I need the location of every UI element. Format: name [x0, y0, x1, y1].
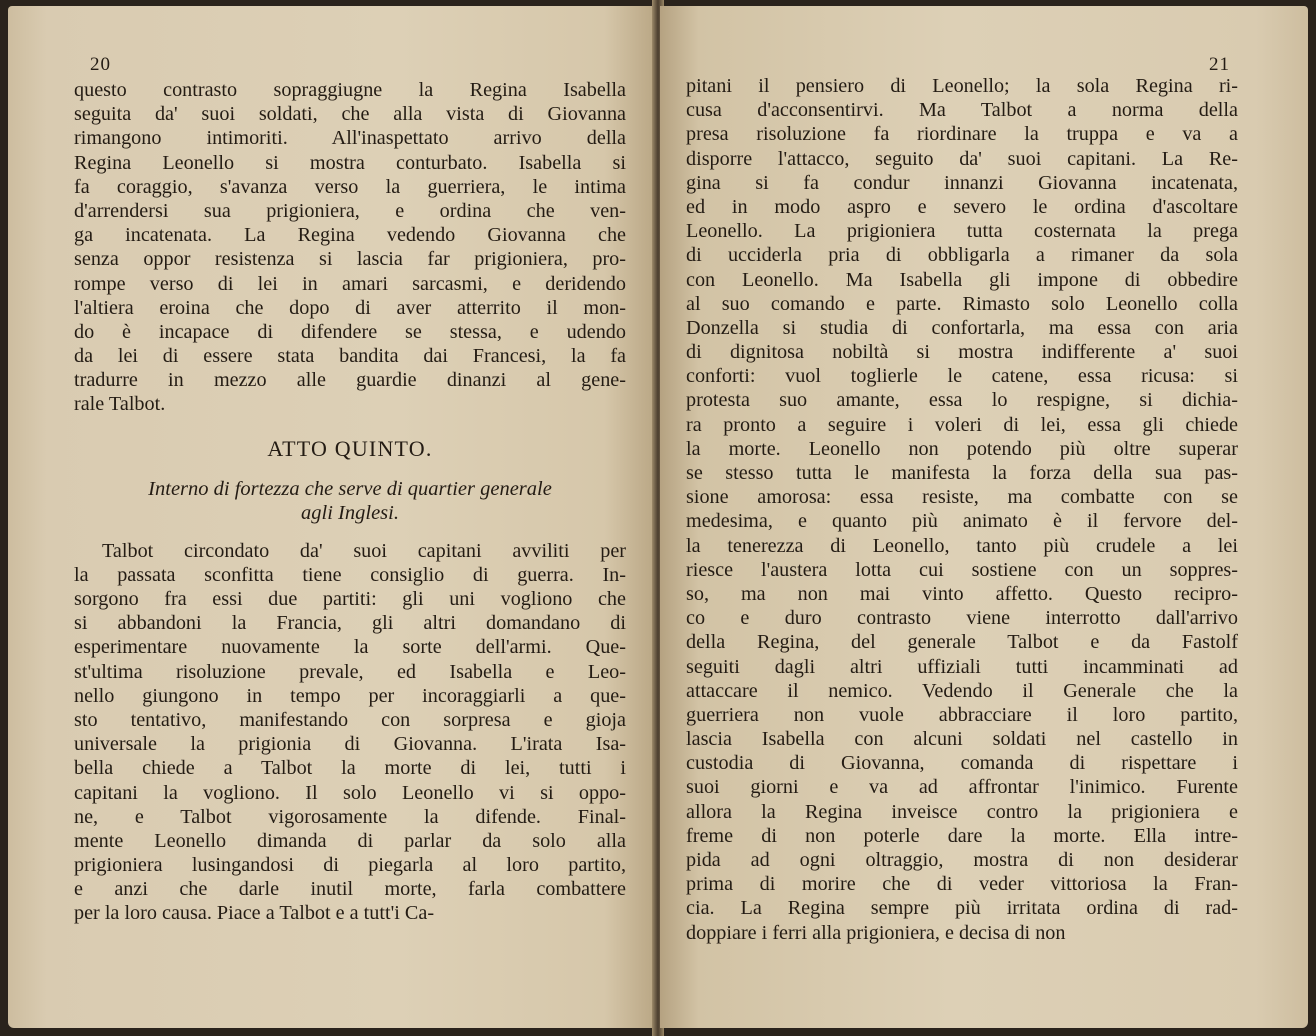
text-line: disporre l'attacco, seguito da' suoi capitani. La Re- [686, 147, 1238, 170]
text-line: rompe verso di lei in amari sarcasmi, e deridendo [74, 272, 626, 295]
text-line: d'arrendersi sua prigioniera, e ordina che ven- [74, 199, 626, 222]
text-line: do è incapace di difendere se stessa, e udendo [74, 320, 626, 343]
page-number-right: 21 [1209, 54, 1230, 75]
text-line: con Leonello. Ma Isabella gli impone di obbedire [686, 268, 1238, 291]
text-line: tradurre in mezzo alle guardie dinanzi al gene- [74, 369, 626, 392]
text-line: allora la Regina inveisce contro la prigioniera e [686, 800, 1238, 823]
text-line: bella chiede a Talbot la morte di lei, tutti i [74, 757, 626, 780]
text-line: Regina Leonello si mostra conturbato. Isabella si [74, 151, 626, 174]
text-line: protesta suo amante, essa lo respigne, si dichia- [686, 389, 1238, 412]
text-line: mente Leonello dimanda di parlar da solo alla [74, 829, 626, 852]
text-line: della Regina, del generale Talbot e da Fastolf [686, 631, 1238, 654]
text-line: co e duro contrasto viene interrotto dall'arrivo [686, 607, 1238, 630]
text-line: riesce l'austera lotta cui sostiene con un soppres- [686, 558, 1238, 581]
text-line: Talbot circondato da' suoi capitani avviliti per [102, 539, 626, 562]
text-line: fa coraggio, s'avanza verso la guerriera, le intima [74, 175, 626, 198]
text-line: di dignitosa nobiltà si mostra indifferente a' suoi [686, 341, 1238, 364]
text-line: ne, e Talbot vigorosamente la difende. Final- [74, 805, 626, 828]
text-line: pida ad ogni oltraggio, mostra di non desiderar [686, 849, 1238, 871]
text-line: cusa d'acconsentirvi. Ma Talbot a norma della [686, 99, 1238, 122]
text-line: gina si fa condur innanzi Giovanna incatenata, [686, 171, 1238, 194]
text-line: si abbandoni la Francia, gli altri domandano di [74, 612, 626, 635]
text-line: presa risoluzione fa riordinare la truppa e va a [686, 123, 1238, 146]
text-line: st'ultima risoluzione prevale, ed Isabella e Leo- [74, 660, 626, 683]
text-line: di ucciderla pria di obbligarla a rimaner da sola [686, 244, 1238, 267]
text-line: lascia Isabella con alcuni soldati nel castello in [686, 728, 1238, 751]
text-line: se stesso tutta le manifesta la forza della sua pas- [686, 462, 1238, 484]
text-line: conforti: vuol toglierle le catene, essa ricusa: si [686, 365, 1238, 388]
text-line: ed in modo aspro e severo le ordina d'ascoltare [686, 195, 1238, 218]
right-page-text [686, 74, 1238, 945]
text-line: so, ma non mai vinto affetto. Questo recipro- [686, 582, 1238, 605]
text-line: doppiare i ferri alla prigioniera, e decisa di non [686, 921, 1066, 944]
text-line: la morte. Leonello non potendo più oltre superar [686, 437, 1238, 460]
text-line: guerriera non vuole abbracciare il loro partito, [686, 703, 1238, 726]
left-page [8, 6, 656, 1028]
text-line: ra pronto a seguire i voleri di lei, essa gli chiede [686, 413, 1238, 436]
text-line: Donzella si studia di confortarla, ma essa con aria [686, 316, 1238, 339]
text-line: al suo comando e parte. Rimasto solo Leonello colla [686, 292, 1238, 315]
text-line: pitani il pensiero di Leonello; la sola Regina ri- [686, 75, 1238, 97]
text-line: esperimentare nuovamente la sorte dell'armi. Que- [74, 636, 626, 659]
text-line: la tenerezza di Leonello, tanto più crudele a lei [686, 534, 1238, 557]
text-line: rimangono intimoriti. All'inaspettato arrivo della [74, 127, 626, 150]
text-line: ga incatenata. La Regina vedendo Giovanna che [74, 224, 626, 247]
text-line: questo contrasto sopraggiugne la Regina Isabella [74, 79, 626, 101]
text-line: senza oppor resistenza si lascia far prigioniera, pro- [74, 248, 626, 271]
paragraph-2 [74, 539, 626, 926]
text-line: seguiti dagli altri uffiziali tutti incamminati ad [686, 655, 1238, 678]
text-line: l'altiera eroina che dopo di aver atterrito il mon- [74, 296, 626, 319]
scene-description [74, 477, 626, 525]
text-line: prigioniera lusingandosi di piegarla al loro partito, [74, 854, 626, 877]
act-heading: ATTO QUINTO. [267, 435, 433, 461]
text-line: rale Talbot. [74, 393, 166, 416]
text-line: sto tentativo, manifestando con sorpresa e gioja [74, 708, 626, 731]
text-line: seguita da' suoi soldati, che alla vista di Giovanna [74, 103, 626, 126]
scene-line-2: agli Inglesi. [301, 501, 399, 524]
text-line: universale la prigionia di Giovanna. L'irata Isa- [74, 733, 626, 756]
right-page [660, 6, 1308, 1028]
text-line: Leonello. La prigioniera tutta costernata la prega [686, 220, 1238, 243]
page-number-left: 20 [90, 54, 111, 75]
text-line: sorgono fra essi due partiti: gli uni vogliono che [74, 588, 626, 610]
text-line: la passata sconfitta tiene consiglio di guerra. In- [74, 563, 626, 586]
text-line: sione amorosa: essa resiste, ma combatte con se [686, 486, 1238, 509]
text-line: capitani la vogliono. Il solo Leonello vi si oppo- [74, 781, 626, 804]
text-line: prima di morire che di veder vittoriosa la Fran- [686, 873, 1238, 896]
text-line: e anzi che darle inutil morte, farla combattere [74, 878, 626, 901]
text-line: suoi giorni e va ad affrontar l'inimico. Furente [686, 776, 1238, 799]
scene-line-1: Interno di fortezza che serve di quartier generale [148, 477, 552, 500]
text-line: cia. La Regina sempre più irritata ordina di rad- [686, 897, 1238, 920]
paragraph-1 [74, 78, 626, 417]
text-line: custodia di Giovanna, comanda di rispettare i [686, 752, 1238, 775]
text-line: per la loro causa. Piace a Talbot e a tutt'i Ca- [74, 902, 435, 925]
left-page-text [74, 78, 626, 926]
text-line: nello giungono in tempo per incoraggiarli a que- [74, 684, 626, 707]
text-line: freme di non poterle dare la morte. Ella intre- [686, 824, 1238, 847]
text-line: da lei di essere stata bandita dai Francesi, la fa [74, 345, 626, 368]
text-line: medesima, e quanto più animato è il fervore del- [686, 510, 1238, 533]
text-line: attaccare il nemico. Vedendo il Generale che la [686, 679, 1238, 702]
